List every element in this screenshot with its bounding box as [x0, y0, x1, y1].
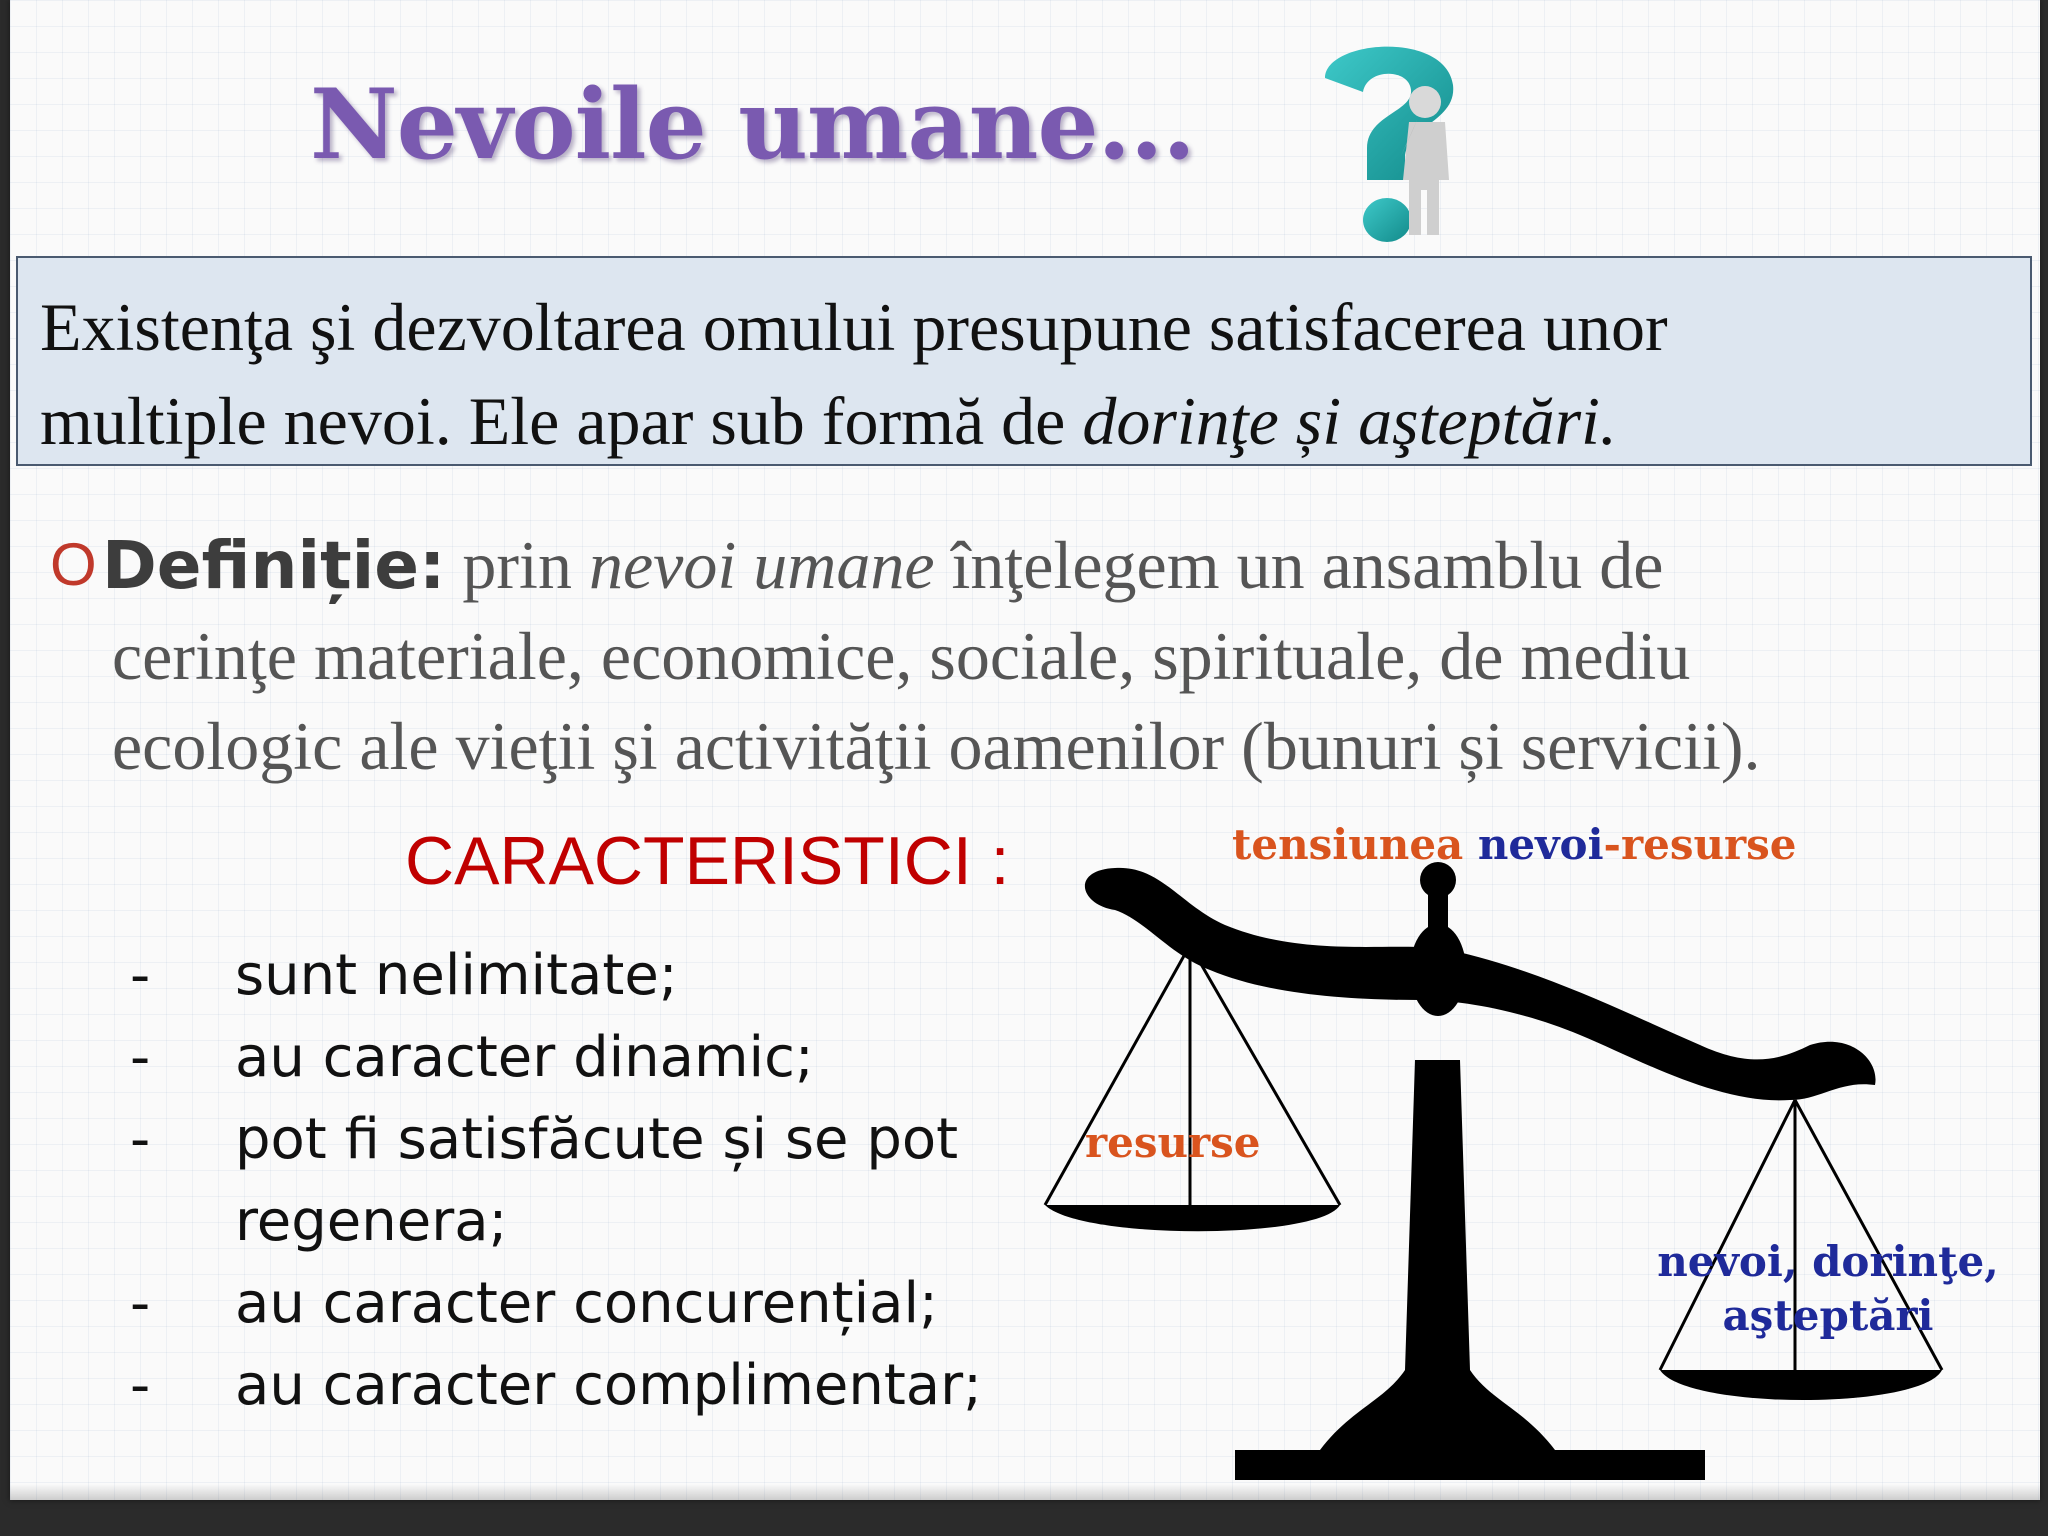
list-dash: - [130, 1107, 151, 1172]
intro-box [16, 256, 2032, 466]
tension-needs: nevoi [1477, 820, 1604, 869]
characteristics-list [130, 935, 1030, 1427]
characteristics-title: CARACTERISTICI : [405, 823, 1010, 899]
slide-title: Nevoile umane... [310, 68, 1195, 181]
list-item-text: regenera; [235, 1189, 508, 1254]
list-item-text: pot fi satisfăcute și se pot [235, 1107, 959, 1172]
list-item [130, 1263, 1030, 1345]
intro-line-2 [40, 374, 2020, 468]
tension-word: tensiunea [1232, 820, 1478, 869]
definition-text-before: prin [445, 527, 589, 603]
list-item [130, 1099, 1030, 1181]
list-item-text: sunt nelimitate; [235, 943, 678, 1008]
definition-paragraph [50, 520, 2010, 791]
definition-line-2: cerinţe materiale, economice, sociale, spirituale, de mediu [112, 618, 1691, 694]
definition-text-after: înţelegem un ansamblu de [934, 527, 1664, 603]
list-item-text: au caracter dinamic; [235, 1025, 814, 1090]
intro-line-1: Existenţa şi dezvoltarea omului presupune satisfacerea unor [40, 289, 1668, 365]
list-dash: - [130, 1353, 151, 1418]
definition-line-3: ecologic ale vieţii şi activităţii oamenilor (bunuri și servicii). [112, 708, 1761, 784]
list-item [130, 1345, 1030, 1427]
tension-resources: resurse [1620, 820, 1797, 869]
list-item [130, 935, 1030, 1017]
list-dash: - [130, 943, 151, 1008]
list-item-text: au caracter complimentar; [235, 1353, 983, 1418]
list-item-continuation [130, 1181, 1030, 1263]
right-pan-line-1: nevoi, dorinţe, [1657, 1237, 1999, 1286]
slide [10, 0, 2040, 1500]
thinking-person-question-mark-icon [1305, 30, 1485, 245]
bullet-marker: O [50, 531, 97, 598]
tension-label [1232, 820, 1797, 869]
slide-bottom-shadow [10, 1484, 2040, 1500]
intro-text [40, 280, 2020, 468]
right-pan-line-2: aşteptări [1722, 1291, 1934, 1340]
left-pan-label: resurse [1085, 1118, 1261, 1167]
list-item-text: au caracter concurențial; [235, 1271, 938, 1336]
definition-line-1 [50, 520, 2010, 611]
list-dash: - [130, 1271, 151, 1336]
list-item [130, 1017, 1030, 1099]
list-dash: - [130, 1025, 151, 1090]
definition-term: nevoi umane [588, 527, 935, 603]
intro-line-2-plain: multiple nevoi. Ele apar sub formă de [40, 383, 1083, 459]
definition-label: Definiție: [102, 527, 446, 604]
definition-continuation [50, 611, 2010, 791]
intro-line-2-italic: dorinţe și aşteptări. [1082, 383, 1617, 459]
tension-dash: - [1603, 820, 1621, 869]
right-pan-label [1638, 1235, 2018, 1343]
